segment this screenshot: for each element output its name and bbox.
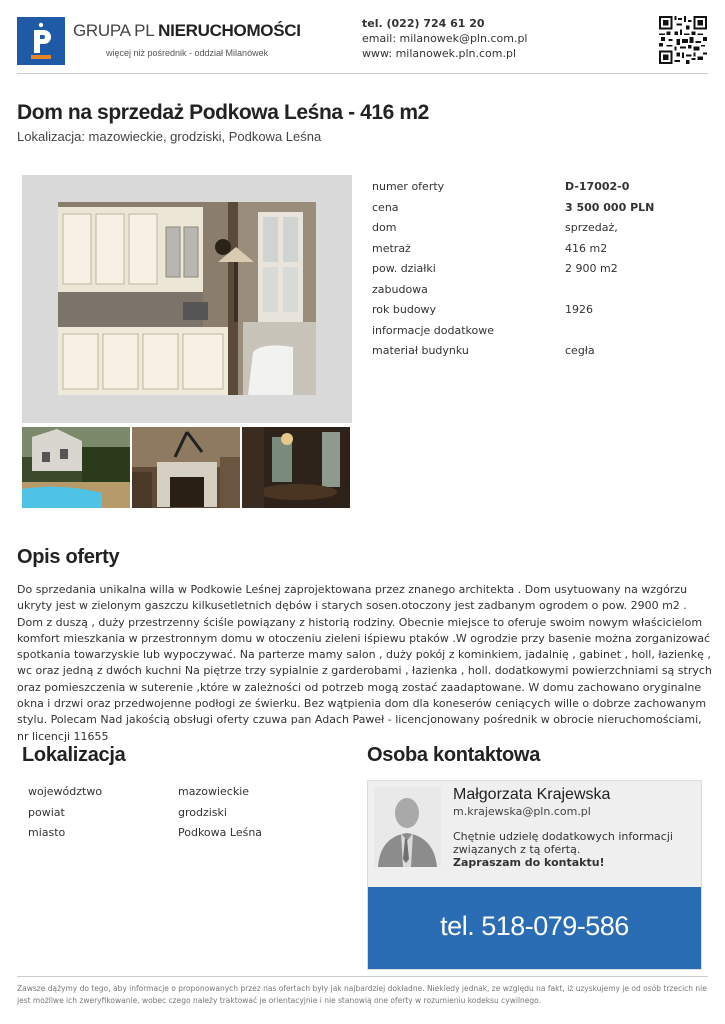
location-row: miasto Podkowa Leśna — [28, 826, 263, 839]
agent-name: Małgorzata Krajewska — [453, 786, 611, 803]
contact-card — [367, 780, 702, 970]
office-contact — [362, 16, 527, 61]
qr-code-icon — [659, 16, 707, 64]
office-email[interactable]: email: milanowek@pln.com.pl — [362, 32, 528, 45]
offer-location: Lokalizacja: mazowieckie, grodziski, Podkowa Leśna — [17, 129, 322, 144]
agent-email[interactable]: m.krajewska@pln.com.pl — [453, 805, 591, 818]
thumbnail-fireplace[interactable] — [132, 427, 240, 508]
office-website[interactable]: www: milanowek.pln.com.pl — [362, 47, 517, 60]
location-row: powiat grodziski — [28, 805, 227, 819]
brand-tagline: więcej niż pośrednik - oddział Milanówek — [106, 48, 269, 58]
detail-row: dom sprzedaż, — [372, 221, 618, 234]
offer-details-table — [372, 177, 702, 362]
agent-invitation: Zapraszam do kontaktu! — [453, 856, 605, 869]
detail-row: rok budowy 1926 — [372, 303, 593, 316]
agent-message-line: Chętnie udzielę dodatkowych informacji związanych z tą ofertą. — [453, 830, 673, 856]
agent-phone: tel. 518-079-586 — [440, 911, 629, 941]
detail-row: zabudowa — [372, 282, 428, 296]
office-phone[interactable]: tel. (022) 724 61 20 — [362, 17, 485, 30]
thumbnail-dining-room[interactable] — [242, 427, 350, 508]
main-photo[interactable] — [22, 175, 352, 423]
agent-phone-button[interactable] — [368, 887, 701, 969]
header-divider — [17, 73, 708, 74]
location-heading: Lokalizacja — [22, 744, 126, 766]
detail-row: metraż 416 m2 — [372, 241, 608, 255]
detail-row: informacje dodatkowe — [372, 323, 495, 337]
detail-row: pow. działki 2 900 m2 — [372, 262, 618, 275]
brand-name: GRUPA PL NIERUCHOMOŚCI — [73, 21, 301, 40]
detail-row: cena 3 500 000 PLN — [372, 200, 655, 214]
agent-message — [453, 830, 693, 869]
contact-heading: Osoba kontaktowa — [367, 744, 541, 766]
location-table — [28, 783, 328, 845]
company-logo[interactable] — [17, 17, 65, 65]
description-text: Do sprzedania unikalna willa w Podkowie Leśnej zaprojektowana przez znanego architekta . Dom usytuowany na wzgórzu ukryty jest w zielonym gaszczu kilkusetletnich dębów i starych sosen.otoczony jest zadbanym ogrodem o pow. 2900 m2 . Dom z duszą , duży przestrzenny ściśle powiązany z historią rodziny. Obecnie miejsce to oferuje swoim nowym właścicielom komfort mieszkania w przestronnym domu w otoczeniu zieleni iśpiewu ptaków .W ogrodzie przy basenie można zorganizować spotkania towarzyskie lub wypoczywać. Na parterze mamy salon , duży pokój z kominkiem, jadalnię , gabinet , holl, łazienkę , wc oraz jedną z dwóch kuchni Na piętrze trzy sypialnie z garderobami , łazienka , holl. dodatkowymi powierzchniami są strych oraz pomieszczenia w suterenie ,które w zależności od potrzeb mogą zostać zaadaptowane. W domu zachowano oryginalne okna i drzwi oraz przedwojenne podłogi ze świerku. Bez wątpienia dom dla koneserów ceniących wille o dobrze zachowanym stylu. Polecam Nad jakością obsługi oferty czuwa pan Adach Paweł - licencjonowany pośrednik w obrocie nieruchomościami, nr licencji 11655 — [17, 583, 712, 743]
avatar — [374, 787, 441, 867]
detail-row: numer oferty D-17002-0 — [372, 180, 630, 193]
location-row: województwo mazowieckie — [28, 785, 250, 798]
kitchen-photo — [58, 202, 316, 395]
description-heading: Opis oferty — [17, 546, 120, 568]
detail-row: materiał budynku cegła — [372, 344, 595, 357]
footer-divider — [17, 976, 708, 977]
thumbnail-garden-pool[interactable] — [22, 427, 130, 508]
footer-disclaimer: Zawsze dążymy do tego, aby informacje o proponowanych przez nas ofertach były jak najbardziej dokładne. Niekiedy jednak, ze względu na fakt, iż uzyskujemy je od osób trzecich nie jest możliwe ich zweryfikowanie, wobec czego należy traktować je orientacyjnie i nie stanowią one oferty w rozumieniu kodeksu cywilnego. — [17, 984, 707, 1005]
offer-title: Dom na sprzedaż Podkowa Leśna - 416 m2 — [17, 101, 429, 124]
